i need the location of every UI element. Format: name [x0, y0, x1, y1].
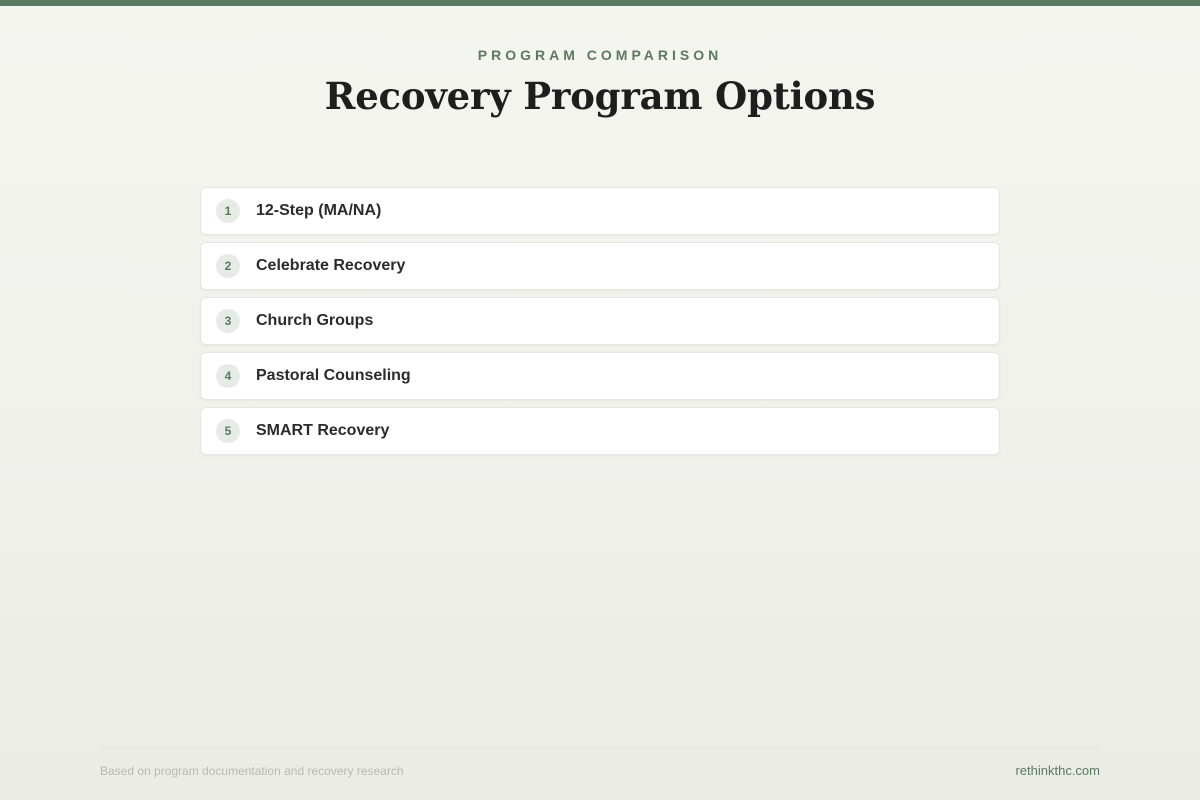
program-label: Church Groups [256, 312, 374, 329]
top-accent-bar [0, 0, 1200, 6]
program-item-pastoral-counseling[interactable] [200, 352, 1000, 400]
program-item-celebrate-recovery[interactable] [200, 242, 1000, 290]
item-number-badge: 1 [216, 199, 240, 223]
program-item-12-step[interactable] [200, 187, 1000, 235]
program-item-church-groups[interactable] [200, 297, 1000, 345]
footer-source-note: Based on program documentation and recovery research [100, 764, 404, 778]
section-eyebrow: PROGRAM COMPARISON [477, 47, 723, 63]
program-label: Celebrate Recovery [256, 257, 406, 274]
page-title: Recovery Program Options [324, 74, 876, 118]
item-number-badge: 5 [216, 419, 240, 443]
item-number-badge: 4 [216, 364, 240, 388]
footer-divider [100, 748, 1100, 749]
program-item-smart-recovery[interactable] [200, 407, 1000, 455]
item-number-badge: 3 [216, 309, 240, 333]
footer-brand-link[interactable]: rethinkthc.com [1015, 763, 1100, 778]
item-number-badge: 2 [216, 254, 240, 278]
program-list [200, 187, 1000, 462]
program-label: 12-Step (MA/NA) [256, 202, 382, 219]
page-header [0, 46, 1200, 120]
program-label: SMART Recovery [256, 422, 390, 439]
program-label: Pastoral Counseling [256, 367, 411, 384]
